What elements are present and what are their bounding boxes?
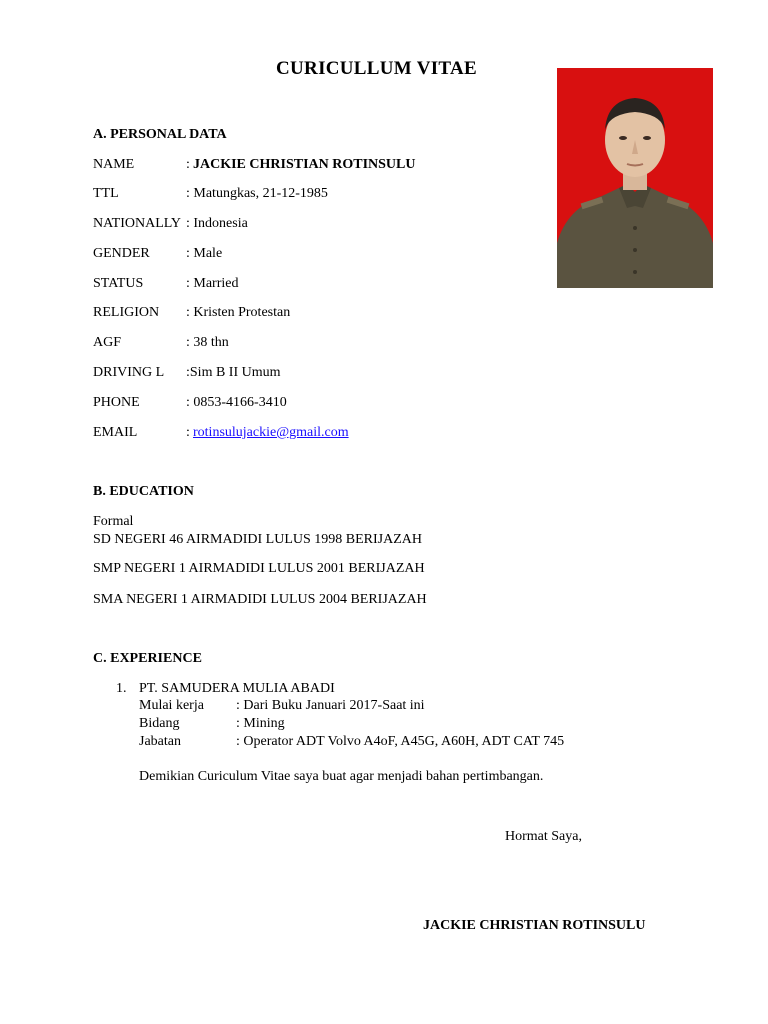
religion-label: RELIGION: [93, 305, 160, 320]
age-value: : 38 thn: [186, 335, 229, 350]
name-label: NAME: [93, 157, 135, 172]
name-value: JACKIE CHRISTIAN ROTINSULU: [193, 157, 416, 172]
experience-field-value: : Mining: [236, 716, 285, 731]
status-label: STATUS: [93, 276, 144, 291]
ttl-label: TTL: [93, 186, 119, 201]
ttl-value: : Matungkas, 21-12-1985: [186, 186, 328, 201]
experience-start-label: Mulai kerja: [139, 698, 204, 713]
gender-value: : Male: [186, 246, 223, 261]
section-heading-personal-data: A. PERSONAL DATA: [93, 127, 227, 142]
education-item: SD NEGERI 46 AIRMADIDI LULUS 1998 BERIJAZAH: [93, 532, 422, 547]
gender-label: GENDER: [93, 246, 150, 261]
email-link[interactable]: rotinsulujackie@gmail.com: [193, 425, 349, 440]
status-value: : Married: [186, 276, 239, 291]
phone-label: PHONE: [93, 395, 140, 410]
document-title: CURICULLUM VITAE: [276, 58, 477, 79]
regards-text: Hormat Saya,: [505, 829, 582, 844]
education-item: SMP NEGERI 1 AIRMADIDI LULUS 2001 BERIJAZAH: [93, 561, 425, 576]
age-label: AGF: [93, 335, 122, 350]
education-item: SMA NEGERI 1 AIRMADIDI LULUS 2004 BERIJAZAH: [93, 592, 427, 607]
email-label: EMAIL: [93, 425, 138, 440]
driving-license-value: :Sim B II Umum: [186, 365, 281, 380]
experience-number: 1.: [116, 681, 127, 696]
email-colon: :: [186, 425, 190, 440]
closing-statement: Demikian Curiculum Vitae saya buat agar menjadi bahan pertimbangan.: [139, 769, 544, 784]
phone-value: : 0853-4166-3410: [186, 395, 287, 410]
portrait-photo: [557, 68, 713, 288]
nationality-value: : Indonesia: [186, 216, 248, 231]
driving-license-label: DRIVING L: [93, 365, 165, 380]
experience-position-value: : Operator ADT Volvo A4oF, A45G, A60H, ADT CAT 745: [236, 734, 565, 749]
experience-position-label: Jabatan: [139, 734, 181, 749]
section-heading-education: B. EDUCATION: [93, 484, 194, 499]
name-colon: :: [186, 157, 190, 172]
education-formal-label: Formal: [93, 514, 134, 529]
section-heading-experience: C. EXPERIENCE: [93, 651, 202, 666]
religion-value: : Kristen Protestan: [186, 305, 291, 320]
experience-field-label: Bidang: [139, 716, 180, 731]
signature-name: JACKIE CHRISTIAN ROTINSULU: [423, 918, 646, 933]
experience-company: PT. SAMUDERA MULIA ABADI: [139, 681, 335, 696]
nationality-label: NATIONALLY: [93, 216, 182, 231]
portrait-photo-icon: [557, 68, 713, 288]
experience-start-value: : Dari Buku Januari 2017-Saat ini: [236, 698, 425, 713]
